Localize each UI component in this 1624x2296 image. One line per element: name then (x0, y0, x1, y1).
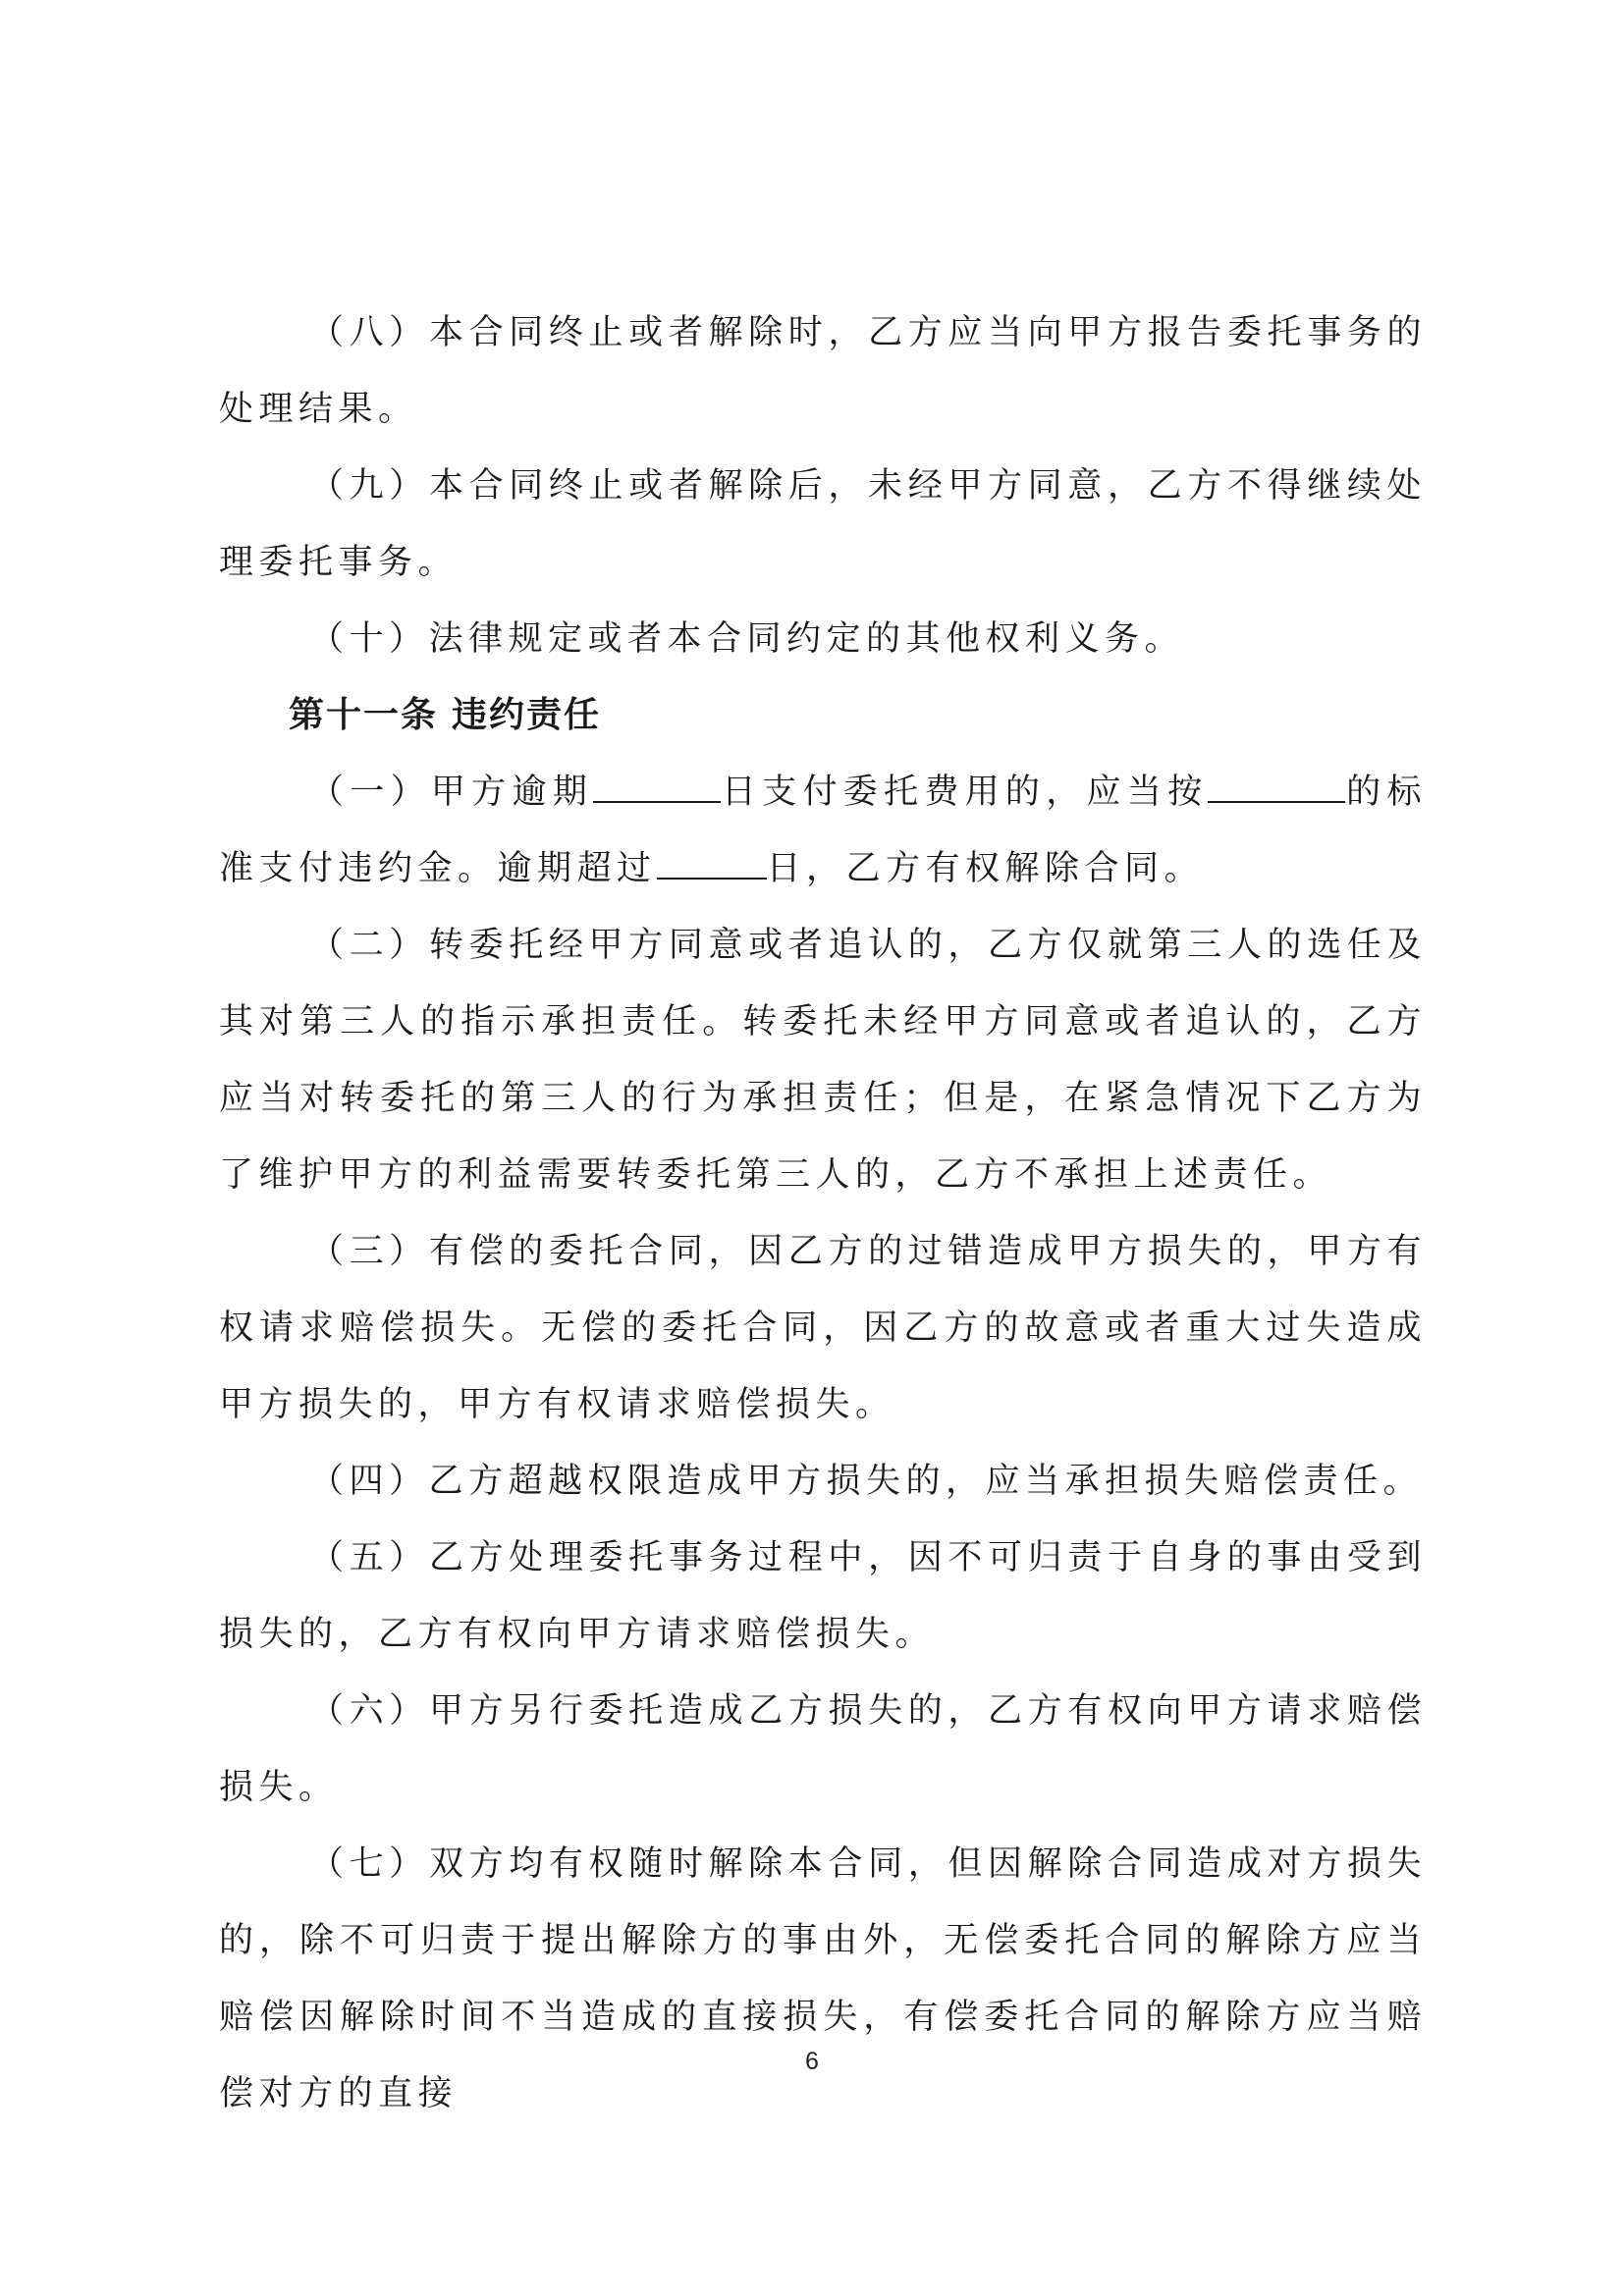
breach-clause-1-part2: 日支付委托费用的，应当按 (721, 773, 1209, 812)
breach-clause-5-paragraph: （五）乙方处理委托事务过程中，因不可归责于自身的事由受到损失的，乙方有权向甲方请求赔偿损失。 (219, 1538, 1427, 1654)
penalty-standard-blank (1208, 768, 1345, 803)
breach-clause-1-part3: 的标准支付违约金。逾期超过 (219, 773, 1427, 888)
overdue-days-blank (593, 768, 721, 803)
document-body (219, 294, 1427, 2132)
breach-clause-7-paragraph: （七）双方均有权随时解除本合同，但因解除合同造成对方损失的，除不可归责于提出解除方的事由外，无偿委托合同的解除方应当赔偿因解除时间不当造成的直接损失，有偿委托合同的解除方应当赔偿对方的直接 (219, 1844, 1427, 2113)
breach-clause-1-paragraph (219, 754, 1427, 907)
clause-9-paragraph: （九）本合同终止或者解除后，未经甲方同意，乙方不得继续处理委托事务。 (219, 466, 1427, 582)
breach-clause-3-paragraph: （三）有偿的委托合同，因乙方的过错造成甲方损失的，甲方有权请求赔偿损失。无偿的委托合同，因乙方的故意或者重大过失造成甲方损失的，甲方有权请求赔偿损失。 (219, 1232, 1427, 1424)
clause-8-paragraph: （八）本合同终止或者解除时，乙方应当向甲方报告委托事务的处理结果。 (219, 313, 1427, 429)
breach-clause-1-part1: （一）甲方逾期 (309, 773, 594, 812)
overdue-limit-days-blank (657, 844, 767, 880)
article-number: 第十一条 (289, 695, 439, 735)
breach-clause-4-paragraph: （四）乙方超越权限造成甲方损失的，应当承担损失赔偿责任。 (309, 1462, 1424, 1501)
clause-10-paragraph: （十）法律规定或者本合同约定的其他权利义务。 (309, 619, 1185, 659)
breach-clause-6-paragraph: （六）甲方另行委托造成乙方损失的，乙方有权向甲方请求赔偿损失。 (219, 1691, 1427, 1807)
article-11-heading (219, 677, 1427, 754)
breach-clause-1-part4: 日，乙方有权解除合同。 (766, 849, 1205, 888)
breach-clause-2-paragraph: （二）转委托经甲方同意或者追认的，乙方仅就第三人的选任及其对第三人的指示承担责任。转委托未经甲方同意或者追认的，乙方应当对转委托的第三人的行为承担责任；但是，在紧急情况下乙方为了维护甲方的利益需要转委托第三人的，乙方不承担上述责任。 (219, 926, 1427, 1195)
page-number: 6 (805, 2048, 819, 2075)
article-title: 违约责任 (452, 695, 602, 735)
